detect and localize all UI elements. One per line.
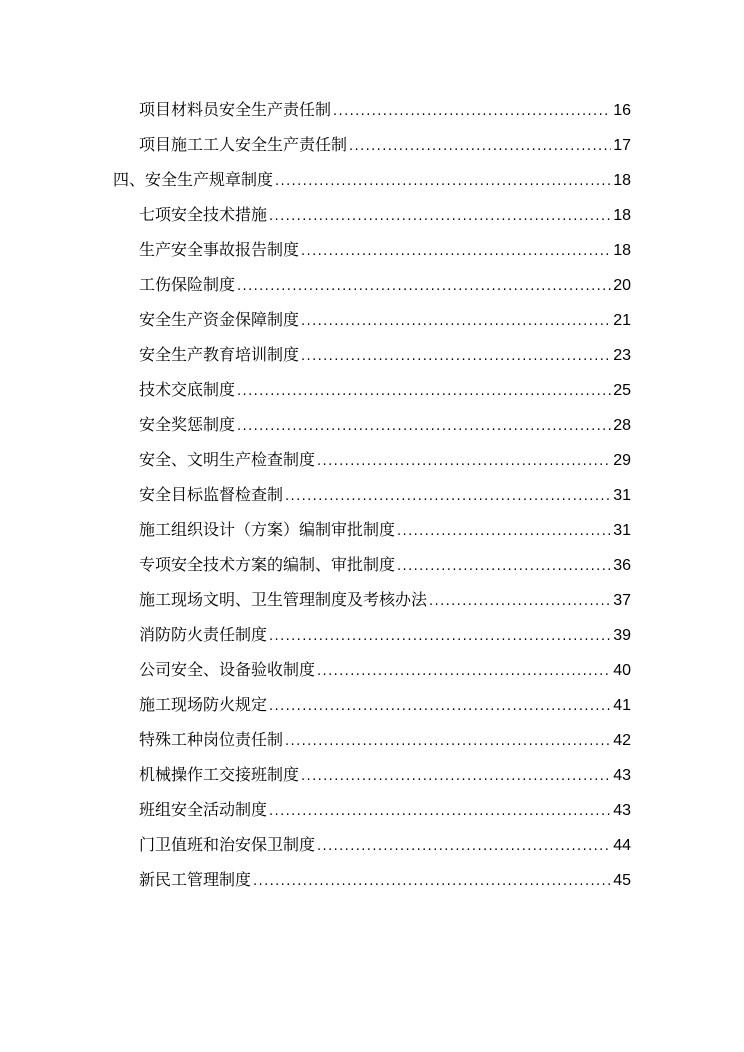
toc-entry-page-number: 44 [613,837,631,854]
toc-entry-title: 生产安全事故报告制度 [139,240,300,259]
toc-entry[interactable] [139,583,631,617]
toc-dot-leader [333,95,611,129]
toc-entry[interactable] [139,443,631,477]
toc-entry-page-number: 39 [613,627,631,644]
toc-dot-leader [285,480,611,514]
toc-entry-title: 特殊工种岗位责任制 [139,730,284,749]
toc-entry-page-number: 21 [613,312,631,329]
toc-entry-title: 技术交底制度 [139,380,236,399]
toc-dot-leader [285,725,611,759]
toc-dot-leader [237,375,611,409]
toc-entry-title: 班组安全活动制度 [139,800,268,819]
toc-entry[interactable] [139,93,631,127]
toc-entry-title: 施工组织设计（方案）编制审批制度 [139,520,396,539]
toc-entry-title: 安全、文明生产检查制度 [139,450,316,469]
toc-entry[interactable] [139,688,631,722]
toc-dot-leader [317,445,611,479]
toc-entry[interactable] [139,758,631,792]
toc-dot-leader [349,130,611,164]
toc-entry-title: 机械操作工交接班制度 [139,765,300,784]
toc-dot-leader [301,760,611,794]
toc-entry-title: 安全生产资金保障制度 [139,310,300,329]
toc-entry[interactable] [139,653,631,687]
toc-entry-page-number: 41 [613,697,631,714]
toc-entry-title: 安全生产教育培训制度 [139,345,300,364]
toc-entry-title: 项目材料员安全生产责任制 [139,100,332,119]
toc-entry[interactable] [139,828,631,862]
toc-entry[interactable] [139,338,631,372]
toc-entry-page-number: 43 [613,767,631,784]
toc-entry-page-number: 31 [613,487,631,504]
toc-entry-title: 项目施工工人安全生产责任制 [139,135,348,154]
toc-entry-title: 专项安全技术方案的编制、审批制度 [139,555,396,574]
toc-entry-page-number: 45 [613,872,631,889]
toc-section-heading[interactable] [113,163,631,197]
toc-entry[interactable] [139,268,631,302]
toc-dot-leader [301,235,611,269]
toc-entry-page-number: 28 [613,417,631,434]
toc-entry-page-number: 18 [613,172,631,189]
toc-entry-page-number: 20 [613,277,631,294]
toc-dot-leader [269,690,611,724]
toc-entry-title: 新民工管理制度 [139,870,252,889]
toc-entry-page-number: 29 [613,452,631,469]
toc-dot-leader [301,305,611,339]
toc-dot-leader [397,515,611,549]
toc-dot-leader [253,865,611,899]
toc-entry[interactable] [139,373,631,407]
toc-entry-title: 七项安全技术措施 [139,205,268,224]
toc-entry-title: 施工现场文明、卫生管理制度及考核办法 [139,590,428,609]
toc-entry-page-number: 16 [613,102,631,119]
toc-entry-page-number: 40 [613,662,631,679]
toc-entry-title: 安全奖惩制度 [139,415,236,434]
toc-entry[interactable] [139,723,631,757]
toc-entry-title: 公司安全、设备验收制度 [139,660,316,679]
toc-entry-page-number: 31 [613,522,631,539]
toc-entry-page-number: 23 [613,347,631,364]
toc-dot-leader [237,270,611,304]
toc-dot-leader [269,795,611,829]
toc-entry[interactable] [139,408,631,442]
toc-entry-page-number: 37 [613,592,631,609]
toc-entry-page-number: 17 [613,137,631,154]
toc-entry-page-number: 18 [613,242,631,259]
toc-entry-title: 工伤保险制度 [139,275,236,294]
toc-entry[interactable] [139,863,631,897]
toc-dot-leader [269,620,611,654]
toc-entry[interactable] [139,198,631,232]
toc-entry-title: 施工现场防火规定 [139,695,268,714]
toc-entry-page-number: 25 [613,382,631,399]
toc-entry-title: 消防防火责任制度 [139,625,268,644]
toc-entry[interactable] [139,793,631,827]
toc-entry[interactable] [139,548,631,582]
toc-dot-leader [317,830,611,864]
toc-dot-leader [237,410,611,444]
toc-dot-leader [275,165,611,199]
toc-entry[interactable] [139,128,631,162]
toc-entry-page-number: 43 [613,802,631,819]
toc-dot-leader [301,340,611,374]
toc-entry-page-number: 42 [613,732,631,749]
toc-dot-leader [269,200,611,234]
toc-entry[interactable] [139,233,631,267]
toc-entry-page-number: 36 [613,557,631,574]
toc-entry[interactable] [139,618,631,652]
toc-entry-page-number: 18 [613,207,631,224]
toc-entry[interactable] [139,513,631,547]
toc-entry-title: 安全目标监督检查制 [139,485,284,504]
toc-dot-leader [397,550,611,584]
toc-entry[interactable] [139,303,631,337]
toc-entry-title: 门卫值班和治安保卫制度 [139,835,316,854]
toc-dot-leader [317,655,611,689]
toc-entry[interactable] [139,478,631,512]
toc-dot-leader [429,585,611,619]
toc-entry-title: 四、安全生产规章制度 [113,170,274,189]
